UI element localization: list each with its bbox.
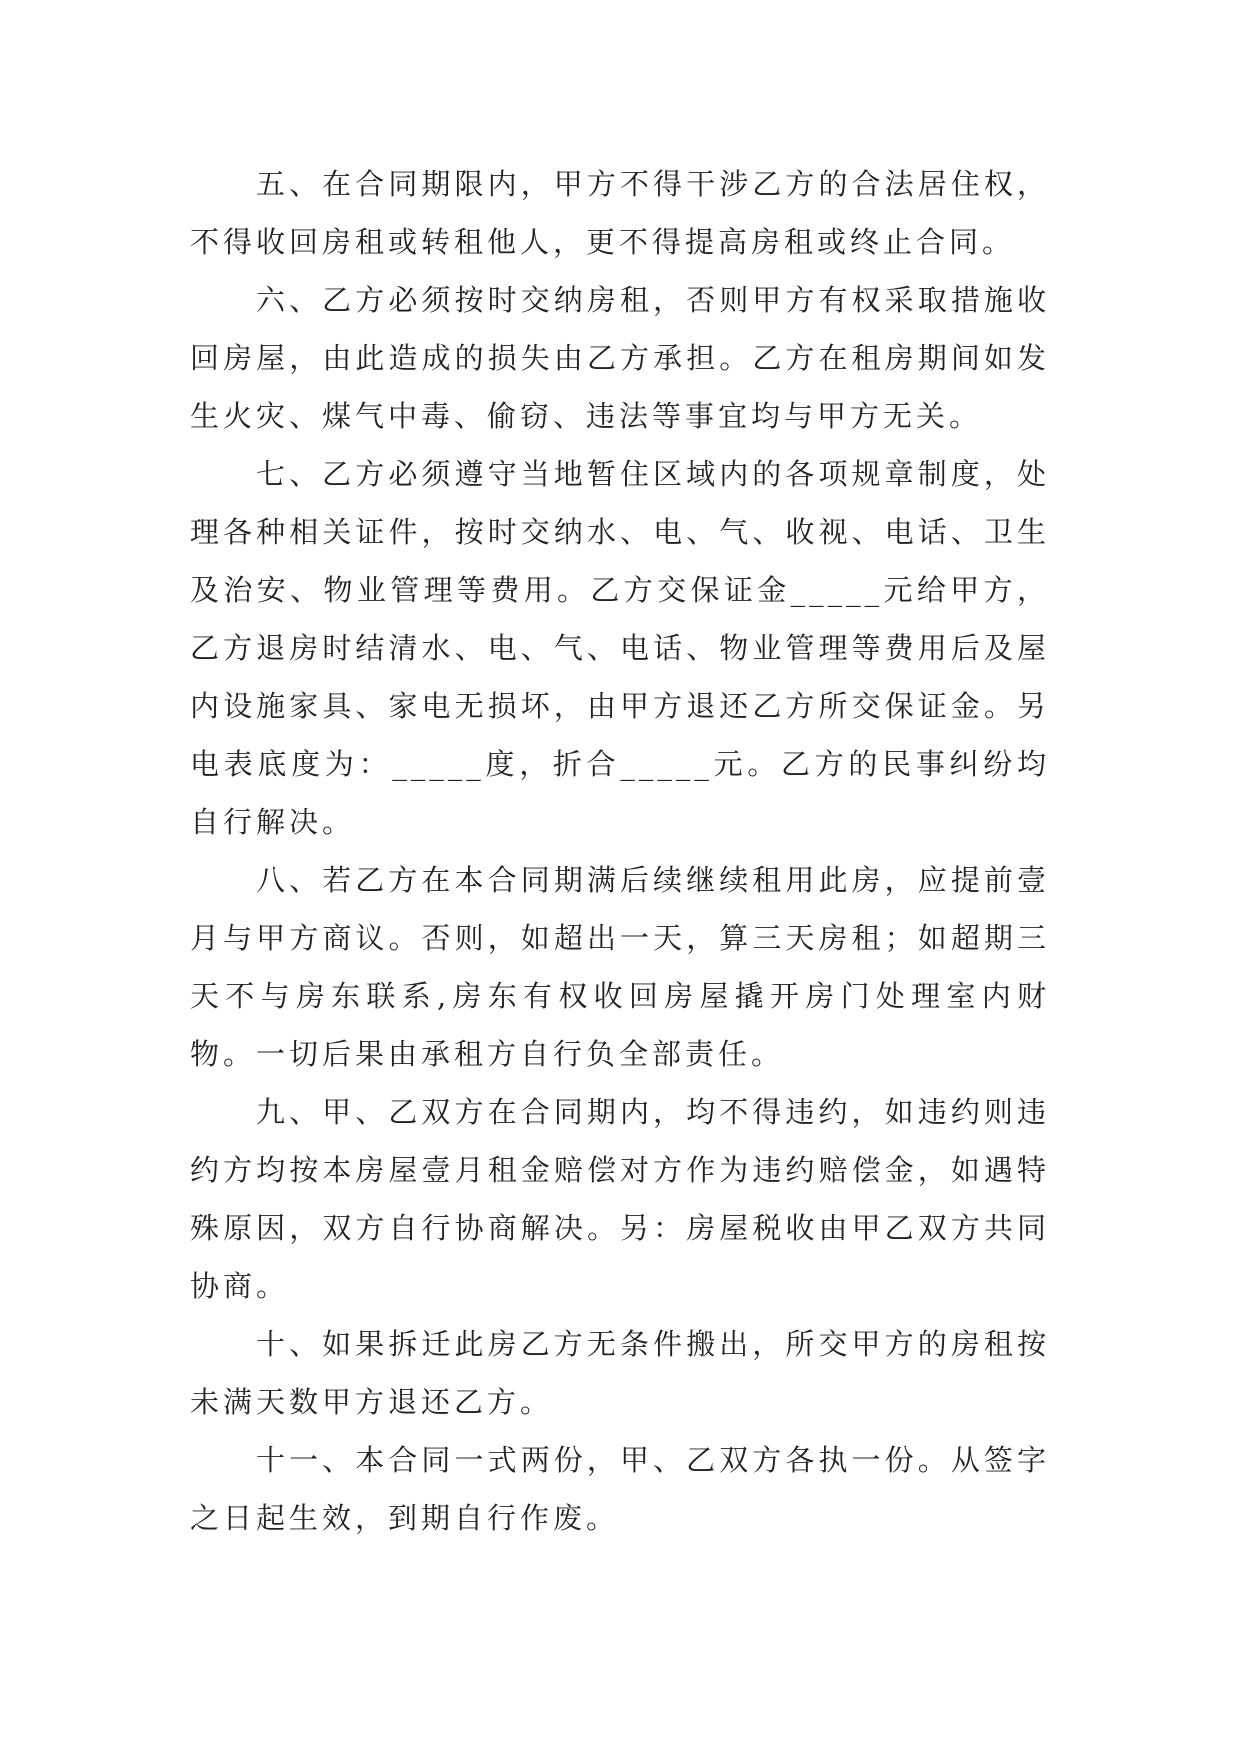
- clause-7: 七、乙方必须遵守当地暂住区域内的各项规章制度，处理各种相关证件，按时交纳水、电、气、收视、电话、卫生及治安、物业管理等费用。乙方交保证金_____元给甲方，乙方退房时结清水、电、气、电话、物业管理等费用后及屋内设施家具、家电无损坏，由甲方退还乙方所交保证金。另电表底度为：_____度，折合_____元。乙方的民事纠纷均自行解决。: [190, 457, 1050, 839]
- clause-8: 八、若乙方在本合同期满后续继续租用此房，应提前壹月与甲方商议。否则，如超出一天，算三天房租；如超期三天不与房东联系,房东有权收回房屋撬开房门处理室内财物。一切后果由承租方自行负全部责任。: [190, 863, 1050, 1071]
- clause-5: 五、在合同期限内，甲方不得干涉乙方的合法居住权，不得收回房租或转租他人，更不得提高房租或终止合同。: [190, 167, 1050, 259]
- clause-6: 六、乙方必须按时交纳房租，否则甲方有权采取措施收回房屋，由此造成的损失由乙方承担。乙方在租房期间如发生火灾、煤气中毒、偷窃、违法等事宜均与甲方无关。: [190, 283, 1050, 433]
- contract-body: [190, 155, 1050, 1547]
- clause-11: 十一、本合同一式两份，甲、乙双方各执一份。从签字之日起生效，到期自行作废。: [190, 1443, 1050, 1535]
- clause-10: 十、如果拆迁此房乙方无条件搬出，所交甲方的房租按未满天数甲方退还乙方。: [190, 1327, 1050, 1419]
- clause-9: 九、甲、乙双方在合同期内，均不得违约，如违约则违约方均按本房屋壹月租金赔偿对方作为违约赔偿金，如遇特殊原因，双方自行协商解决。另：房屋税收由甲乙双方共同协商。: [190, 1095, 1050, 1303]
